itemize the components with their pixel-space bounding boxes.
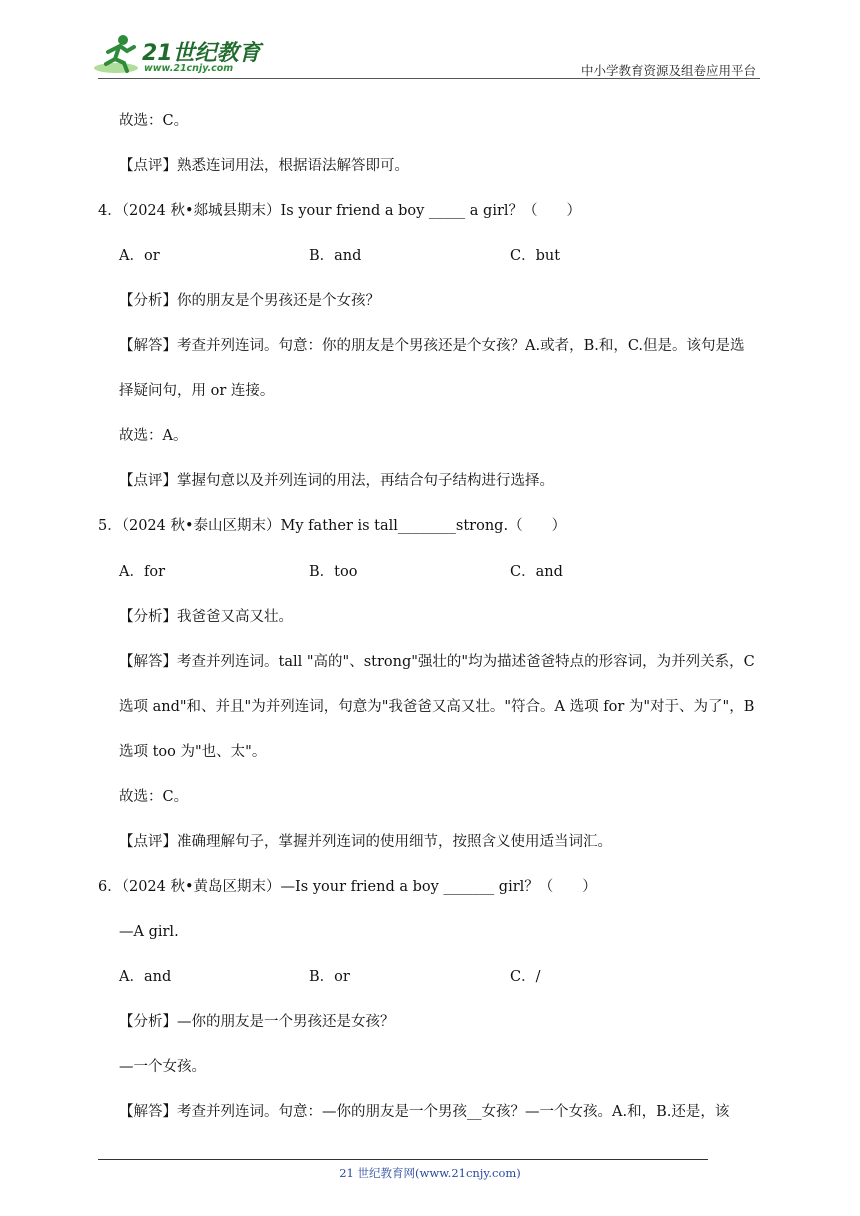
q5-option-b: B．too [309,564,358,580]
brand-logo [94,34,264,78]
q6-analysis: —一个女孩。 [119,1059,206,1075]
text-line: 故选：C。 [119,113,189,129]
q6-option-a: A．and [119,969,172,985]
footer-divider [98,1159,708,1160]
question-5-stem: 5．（2024 秋•泰山区期末）My father is tall________strong.（ ） [98,518,567,534]
q6-option-b: B．or [309,969,350,985]
q5-answer-line: 【解答】考查并列连词。tall "高的"、strong"强壮的"均为描述爸爸特点的形容词，为并列关系，C [119,654,755,670]
q4-answer-line: 择疑问句，用 or 连接。 [119,383,275,399]
q5-answer-line: 选项 and"和、并且"为并列连词，句意为"我爸爸又高又壮。"符合。A 选项 for 为"对于、为了"，B [119,699,755,715]
q4-option-c: C．but [510,248,561,264]
question-6-stem: 6．（2024 秋•黄岛区期末）—Is your friend a boy _______ girl？（ ） [98,879,597,895]
q6-dialogue-line: —A girl. [119,924,179,940]
q5-analysis: 【分析】我爸爸又高又壮。 [119,609,293,625]
q4-answer-line: 【解答】考查并列连词。句意：你的朋友是个男孩还是个女孩？A.或者，B.和，C.但是。该句是选 [119,338,745,354]
q5-option-a: A．for [119,564,165,580]
platform-name: 中小学教育资源及组卷应用平台 [580,63,756,78]
page-header [0,0,860,80]
question-4-stem: 4．（2024 秋•郯城县期末）Is your friend a boy _____ a girl？（ ） [98,203,582,219]
q6-analysis: 【分析】—你的朋友是一个男孩还是女孩？ [119,1014,395,1030]
header-divider [98,78,760,79]
runner-icon [94,34,140,78]
q6-option-c: C．/ [510,969,541,985]
q4-option-b: B．and [309,248,362,264]
q4-analysis: 【分析】你的朋友是个男孩还是个女孩？ [119,293,380,309]
q6-answer-line: 【解答】考查并列连词。句意：—你的朋友是一个男孩__女孩？—一个女孩。A.和，B.还是，该 [119,1104,730,1120]
q4-option-a: A．or [119,248,160,264]
logo-main-text: 21世纪教育 [142,41,261,66]
q5-comment: 【点评】准确理解句子，掌握并列连词的使用细节，按照含义使用适当词汇。 [119,834,612,850]
logo-url-text: www.21cnjy.com [144,63,234,74]
q4-choice: 故选：A。 [119,428,188,444]
footer-text: 21 世纪教育网(www.21cnjy.com) [339,1166,521,1180]
q4-comment: 【点评】掌握句意以及并列连词的用法，再结合句子结构进行选择。 [119,473,554,489]
q5-option-c: C．and [510,564,563,580]
q5-answer-line: 选项 too 为"也、太"。 [119,744,267,760]
q5-choice: 故选：C。 [119,789,189,805]
text-line: 【点评】熟悉连词用法，根据语法解答即可。 [119,158,409,174]
